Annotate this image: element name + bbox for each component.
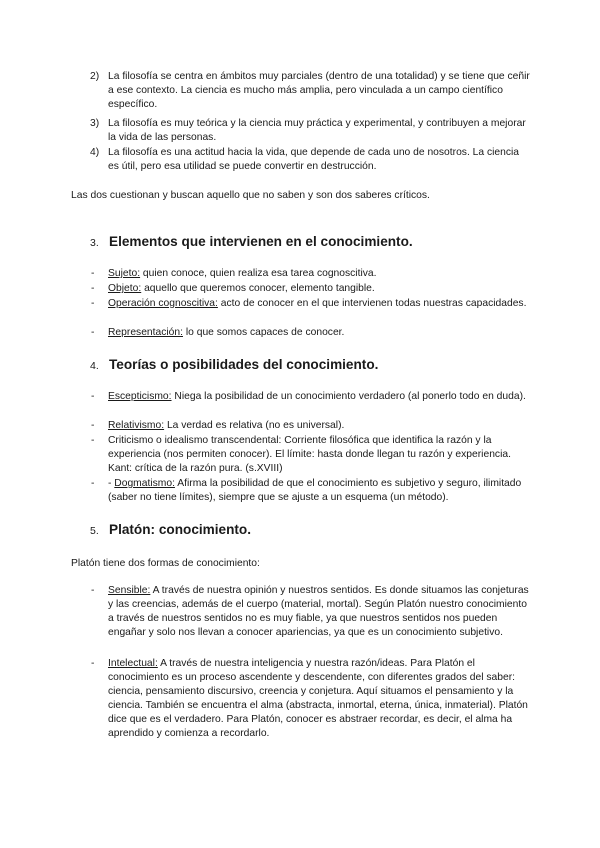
item-number: 3) [90,118,100,129]
list-item-relativismo: - Relativismo: La verdad es relativa (no es universal). [91,420,345,431]
term: Escepticismo: [108,391,172,402]
list-item-escepticismo: - Escepticismo: Niega la posibilidad de un conocimiento verdadero (al ponerlo todo en duda). [91,391,526,402]
definition: La verdad es relativa (no es universal). [164,420,345,431]
section-number: 4. [90,360,99,372]
section-3-heading [90,233,413,252]
platon-intro: Platón tiene dos formas de conocimiento: [71,558,260,569]
item-text: La filosofía es una actitud hacia la vida, que depende de cada uno de nosotros. La ciencia es útil, pero esa utilidad se puede convertir en destrucción. [108,147,520,172]
section-number: 5. [90,525,99,537]
item-text: La filosofía se centra en ámbitos muy parciales (dentro de una totalidad) y se tiene que ceñir a ese contexto. La ciencia es mucho más amplia, pero vinculada a un campo científico específico. [108,71,530,110]
section-title: Elementos que intervienen en el conocimiento. [109,234,413,249]
term: Representación: [108,327,183,338]
list-item-objeto: - Objeto: aquello que queremos conocer, elemento tangible. [91,283,375,294]
numbered-item-4 [90,146,530,174]
section-number: 3. [90,237,99,249]
definition: Criticismo o idealismo transcendental: Corriente filosófica que identifica la razón y la experiencia (nos permiten conocer). El límite: hasta donde llegan tu razón y experiencia. Kant: crítica de la razón pura. (s.XVIII) [108,435,511,474]
section-title: Platón: conocimiento. [109,522,251,537]
section-title: Teorías o posibilidades del conocimiento. [109,357,379,372]
list-item-dogmatismo: - - Dogmatismo: Afirma la posibilidad de que el conocimiento es subjetivo y seguro, ilimitado (saber no tiene límites), siempre que se ajuste a un esquema (un método). [91,478,522,503]
summary-paragraph: Las dos cuestionan y buscan aquello que no saben y son dos saberes críticos. [71,190,430,201]
term: Objeto: [108,283,142,294]
list-item-sensible: - Sensible: A través de nuestra opinión y nuestros sentidos. Es donde situamos las conjeturas y las creencias, además de el cuerpo (material, mortal). Según Platón nuestro conocimiento a través de nuestros sentidos no es muy fiable, ya que nuestros sentidos nos pueden engañar y solo nos llevan a conocer apariencias, ya que es un conocimiento subjetivo. [91,585,529,638]
definition: Afirma la posibilidad de que el conocimiento es subjetivo y seguro, ilimitado (saber no tiene límites), siempre que se ajuste a un esquema (un método). [108,478,522,503]
term: Intelectual: [108,658,158,669]
definition: acto de conocer en el que intervienen todas nuestras capacidades. [217,298,527,309]
section-5-heading [90,521,251,540]
definition: A través de nuestra opinión y nuestros sentidos. Es donde situamos las conjeturas y las creencias, además de el cuerpo (material, mortal). Según Platón nuestro conocimiento a través de nuestros sentidos no es muy fiable, ya que nuestros sentidos nos pueden engañar y solo nos llevan a conocer apariencias, ya que es un conocimiento subjetivo. [108,585,529,638]
list-item-operacion: - Operación cognoscitiva: acto de conocer en el que intervienen todas nuestras capacidades. [91,298,527,309]
list-item-sujeto: - Sujeto: quien conoce, quien realiza esa tarea cognoscitiva. [91,268,377,279]
definition: A través de nuestra inteligencia y nuestra razón/ideas. Para Platón el conocimiento es un proceso ascendente y descendente, con diferentes grados del saber: ciencia, pensamiento discursivo, creencia y conjetura. Aquí situamos el pensamiento y la ciencia. También se encuentra el alma (abstracta, inmortal, eterna, única, inmaterial). Platón dice que es el verdadero. Para Platón, conocer es abstraer recordar, es decir, el alma ha aprendido y comienza a recordarlo. [108,658,528,739]
item-number: 2) [90,71,100,82]
term: Dogmatismo: [114,478,175,489]
definition: aquello que queremos conocer, elemento tangible. [141,283,375,294]
term: Sujeto: [108,268,141,279]
section-4-heading [90,356,378,375]
term: Relativismo: [108,420,165,431]
numbered-item-3 [90,117,530,145]
definition: quien conoce, quien realiza esa tarea cognoscitiva. [140,268,377,279]
list-item-criticismo: - Criticismo o idealismo transcendental: Corriente filosófica que identifica la razón y la experiencia (nos permiten conocer). El límite: hasta donde llegan tu razón y experiencia. Kant: crítica de la razón pura. (s.XVIII) [91,435,511,474]
list-item-intelectual: - Intelectual: A través de nuestra inteligencia y nuestra razón/ideas. Para Platón el conocimiento es un proceso ascendente y descendente, con diferentes grados del saber: ciencia, pensamiento discursivo, creencia y conjetura. Aquí situamos el pensamiento y la ciencia. También se encuentra el alma (abstracta, inmortal, eterna, única, inmaterial). Platón dice que es el verdadero. Para Platón, conocer es abstraer recordar, es decir, el alma ha aprendido y comienza a recordarlo. [91,658,528,739]
definition: Niega la posibilidad de un conocimiento verdadero (al ponerlo todo en duda). [171,391,526,402]
term: Sensible: [108,585,151,596]
item-text: La filosofía es muy teórica y la ciencia muy práctica y experimental, y contribuyen a mejorar la vida de las personas. [108,118,526,143]
item-number: 4) [90,147,100,158]
list-item-representacion: - Representación: lo que somos capaces de conocer. [91,327,345,338]
term: Operación cognoscitiva: [108,298,218,309]
definition: lo que somos capaces de conocer. [182,327,345,338]
numbered-item-2 [90,70,530,112]
